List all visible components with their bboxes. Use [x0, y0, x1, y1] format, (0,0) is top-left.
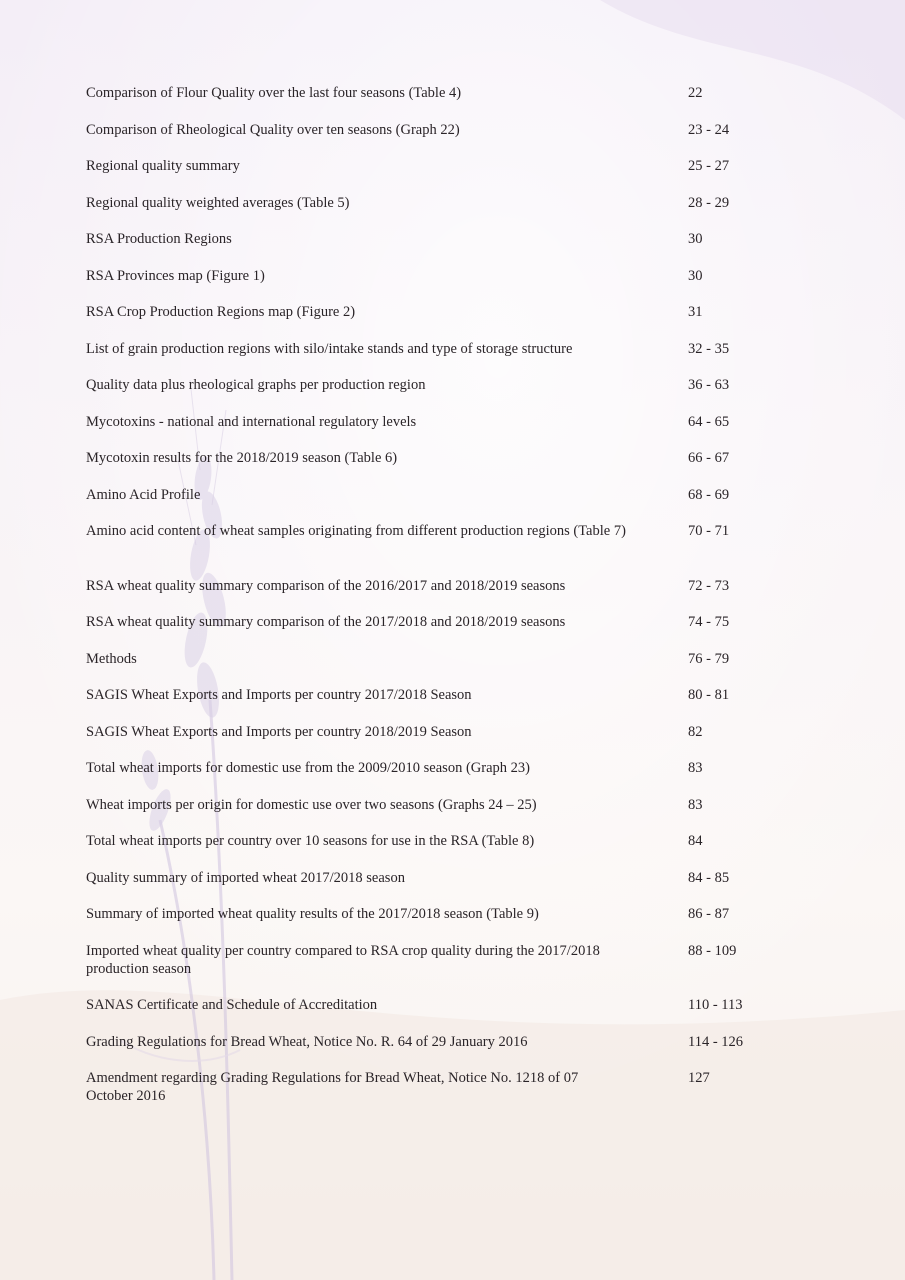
- toc-entry-title: RSA Production Regions: [86, 231, 232, 247]
- toc-entry-pages: 70 - 71: [688, 523, 730, 539]
- toc-entry-pages: 110 - 113: [688, 997, 743, 1013]
- toc-entry-title: RSA Provinces map (Figure 1): [86, 268, 265, 284]
- toc-entry-title: Regional quality summary: [86, 158, 240, 174]
- toc-entry-pages: 30: [688, 231, 703, 247]
- toc-entry-pages: 66 - 67: [688, 450, 730, 466]
- toc-entry-title: Quality data plus rheological graphs per production region: [86, 377, 426, 393]
- toc-entry-pages: 28 - 29: [688, 195, 730, 211]
- toc-entry-title: Amino Acid Profile: [86, 487, 201, 503]
- toc-entry-title: Amino acid content of wheat samples originating from different production regions (Table 7): [86, 523, 626, 539]
- toc-entry-title: SANAS Certificate and Schedule of Accreditation: [86, 997, 378, 1013]
- toc-entry-title: Mycotoxins - national and international regulatory levels: [86, 414, 417, 430]
- toc-entry-title: Summary of imported wheat quality results of the 2017/2018 season (Table 9): [86, 906, 539, 922]
- toc-entry-title: SAGIS Wheat Exports and Imports per country 2017/2018 Season: [86, 687, 472, 703]
- toc-entry-pages: 80 - 81: [688, 687, 730, 703]
- toc-entry-pages: 64 - 65: [688, 414, 730, 430]
- toc-entry-pages: 74 - 75: [688, 614, 730, 630]
- toc-entry-pages: 83: [688, 760, 703, 776]
- toc-entry-title: RSA wheat quality summary comparison of the 2017/2018 and 2018/2019 seasons: [86, 614, 566, 630]
- toc-entry-title: Comparison of Rheological Quality over ten seasons (Graph 22): [86, 122, 460, 138]
- toc-entry-pages: 114 - 126: [688, 1034, 744, 1050]
- toc-entry-title: Total wheat imports for domestic use from the 2009/2010 season (Graph 23): [86, 760, 530, 776]
- toc-entry-title: Regional quality weighted averages (Table 5): [86, 195, 350, 211]
- toc-entry-title: List of grain production regions with silo/intake stands and type of storage structure: [86, 341, 573, 357]
- toc-entry-title: RSA wheat quality summary comparison of the 2016/2017 and 2018/2019 seasons: [86, 578, 566, 594]
- toc-entry-pages: 86 - 87: [688, 906, 730, 922]
- toc-entry-pages: 23 - 24: [688, 122, 730, 138]
- toc-entry-title: Total wheat imports per country over 10 seasons for use in the RSA (Table 8): [86, 833, 535, 849]
- toc-entry-title: Imported wheat quality per country compared to RSA crop quality during the 2017/2018 production season: [86, 943, 600, 977]
- toc-entry-title: RSA Crop Production Regions map (Figure 2): [86, 304, 356, 320]
- toc-entry-title: Comparison of Flour Quality over the last four seasons (Table 4): [86, 85, 462, 101]
- toc-entry-pages: 88 - 109: [688, 943, 737, 959]
- toc-entry-title: Grading Regulations for Bread Wheat, Notice No. R. 64 of 29 January 2016: [86, 1034, 528, 1050]
- toc-entry-pages: 31: [688, 304, 703, 320]
- toc-entry-pages: 127: [688, 1070, 710, 1086]
- toc-entry-pages: 84: [688, 833, 703, 849]
- toc-entry-title: Quality summary of imported wheat 2017/2018 season: [86, 870, 405, 886]
- toc-entry-title: SAGIS Wheat Exports and Imports per country 2018/2019 Season: [86, 724, 472, 740]
- toc-entry-title: Amendment regarding Grading Regulations for Bread Wheat, Notice No. 1218 of 07 October 2016: [86, 1070, 579, 1104]
- toc-entry-pages: 83: [688, 797, 703, 813]
- toc-entry-title: Wheat imports per origin for domestic use over two seasons (Graphs 24 – 25): [86, 797, 537, 813]
- toc-entry-pages: 32 - 35: [688, 341, 730, 357]
- toc-entry-pages: 68 - 69: [688, 487, 730, 503]
- toc-entry-title: Mycotoxin results for the 2018/2019 season (Table 6): [86, 450, 398, 466]
- toc-entry-pages: 30: [688, 268, 703, 284]
- toc-entry-pages: 72 - 73: [688, 578, 730, 594]
- toc-entry-pages: 84 - 85: [688, 870, 730, 886]
- toc-entry-pages: 22: [688, 85, 703, 101]
- toc-entry-title: Methods: [86, 651, 137, 667]
- toc-entry-pages: 76 - 79: [688, 651, 730, 667]
- toc-entry-pages: 25 - 27: [688, 158, 730, 174]
- toc-entry-pages: 36 - 63: [688, 377, 730, 393]
- toc-entry-pages: 82: [688, 724, 703, 740]
